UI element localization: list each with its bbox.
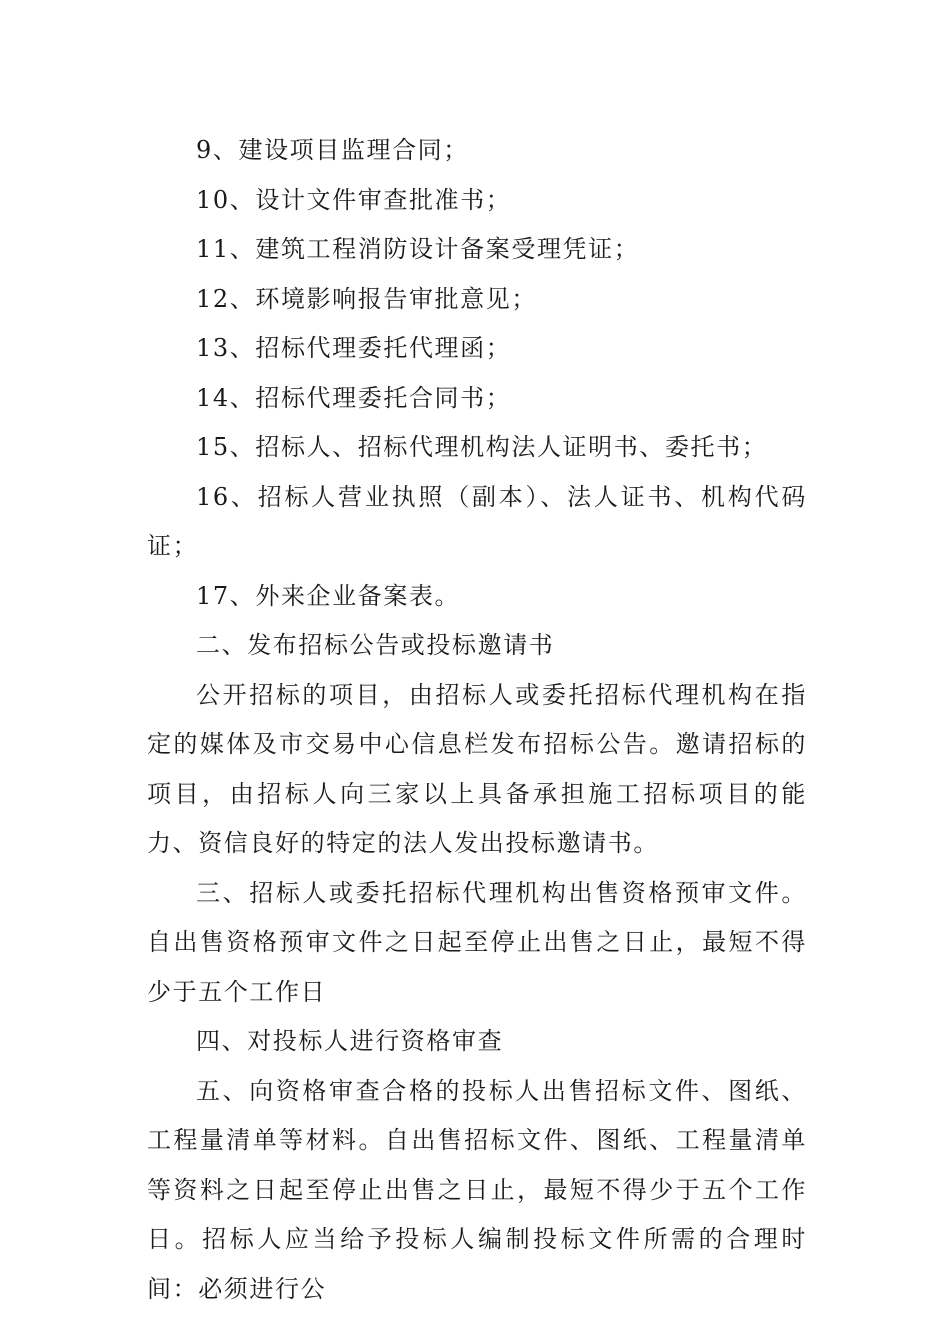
section-heading-2: 二、发布招标公告或投标邀请书	[196, 631, 555, 659]
list-item-17: 17、外来企业备案表。	[196, 581, 461, 610]
section-heading-4: 四、对投标人进行资格审查	[196, 1027, 504, 1055]
list-item-10: 10、设计文件审查批准书；	[196, 185, 512, 214]
list-item-11: 11、建筑工程消防设计备案受理凭证；	[196, 235, 640, 263]
section-paragraph-3: 三、招标人或委托招标代理机构出售资格预审文件。自出售资格预审文件之日起至停止出售之日止，最短不得少于五个工作日	[147, 878, 807, 1006]
list-item-13: 13、招标代理委托代理函；	[196, 334, 512, 362]
list-item-12: 12、环境影响报告审批意见；	[196, 284, 537, 313]
section-paragraph-5: 五、向资格审查合格的投标人出售招标文件、图纸、工程量清单等材料。自出售招标文件、图纸、工程量清单等资料之日起至停止出售之日止，最短不得少于五个工作日。招标人应当给予投标人编制投标文件所需的合理时间：必须进行公	[147, 1076, 807, 1303]
list-item-15: 15、招标人、招标代理机构法人证明书、委托书；	[196, 433, 768, 461]
document-body	[147, 126, 807, 1314]
list-item-9: 9、建设项目监理合同；	[196, 136, 469, 164]
list-item-16: 16、招标人营业执照（副本）、法人证书、机构代码证；	[147, 482, 807, 560]
body-paragraph-public-tender: 公开招标的项目，由招标人或委托招标代理机构在指定的媒体及市交易中心信息栏发布招标公告。邀请招标的项目，由招标人向三家以上具备承担施工招标项目的能力、资信良好的特定的法人发出投标邀请书。	[147, 680, 807, 857]
list-item-14: 14、招标代理委托合同书；	[196, 383, 512, 412]
